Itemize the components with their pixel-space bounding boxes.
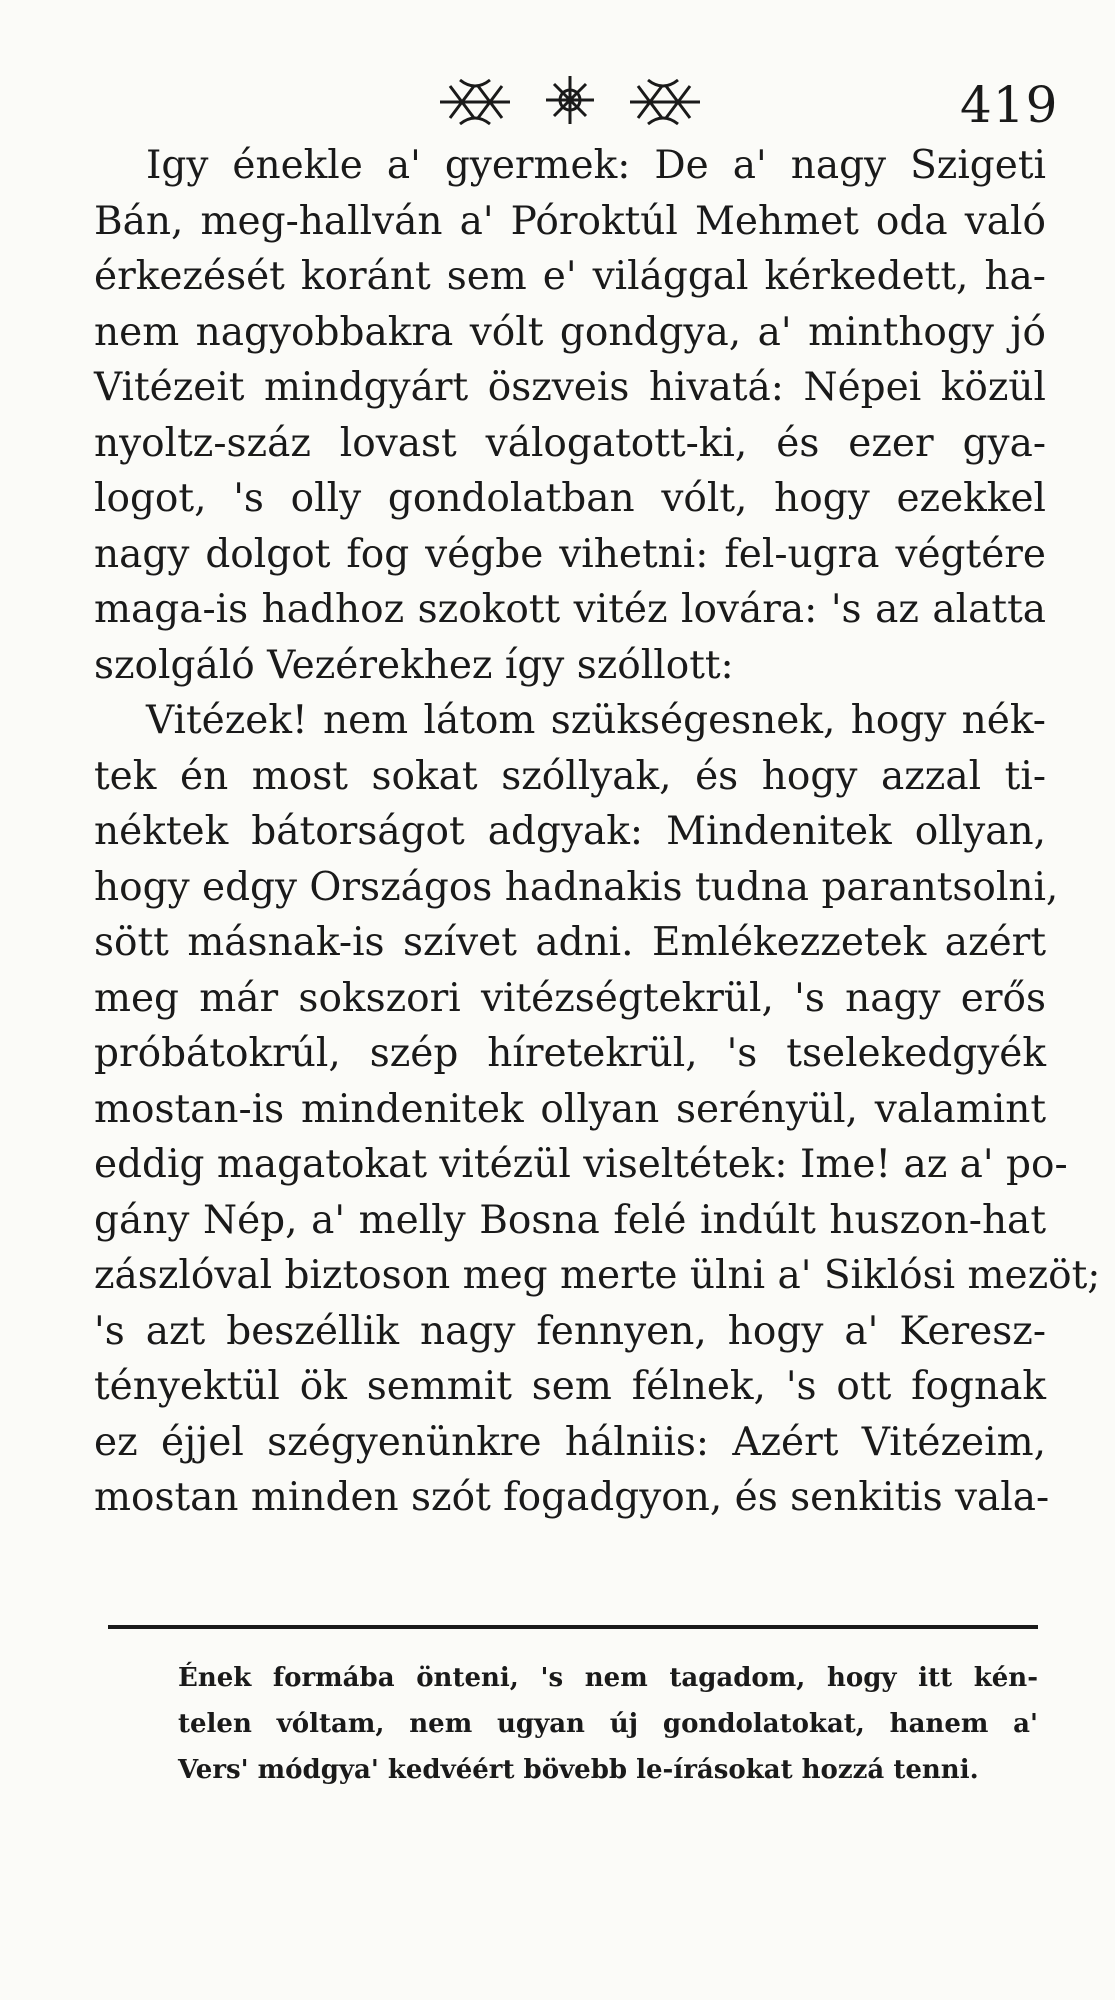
text-line: 's azt beszéllik nagy fennyen, hogy a' Keresz-	[94, 1308, 1046, 1354]
page-header	[0, 72, 1115, 132]
footnote-line: Vers' módgya' kedvéért bövebb le-írásokat hozzá tenni.	[178, 1755, 979, 1785]
text-line: érkezését koránt sem e' világgal kérkedett, ha-	[94, 254, 1046, 299]
text-line: néktek bátorságot adgyak: Mindenitek ollyan,	[94, 809, 1046, 854]
text-line: nem nagyobbakra vólt gondgya, a' minthogy jó	[94, 309, 1046, 355]
main-text	[94, 138, 1101, 1526]
text-line: próbátokrúl, szép híretekrül, 's tselekedgyék	[94, 1031, 1046, 1076]
text-line: Vitézek! nem látom szükségesnek, hogy nék-	[146, 698, 1046, 743]
page-number: 419	[960, 76, 1059, 134]
footnote-divider	[108, 1625, 1038, 1629]
text-line: eddig magatokat vitézül viseltétek: Ime! az a' po-	[94, 1142, 1068, 1187]
footnote-line: Ének formába önteni, 's nem tagadom, hogy itt kén-	[178, 1663, 1038, 1693]
text-line: gány Nép, a' melly Bosna felé indúlt huszon-hat	[94, 1197, 1046, 1243]
text-line: szolgáló Vezérekhez így szóllott:	[94, 642, 734, 688]
text-line: sött másnak-is szívet adni. Emlékezzetek azért	[94, 920, 1046, 965]
text-line: maga-is hadhoz szokott vitéz lovára: 's az alatta	[94, 587, 1046, 632]
text-line: zászlóval biztoson meg merte ülni a' Siklósi mezöt;	[94, 1253, 1101, 1298]
text-line: meg már sokszori vitézségtekrül, 's nagy erős	[94, 975, 1046, 1021]
footnote	[178, 1655, 1038, 1793]
text-line: ez éjjel szégyenünkre hálniis: Azért Vitézeim,	[94, 1419, 1046, 1465]
text-line: logot, 's olly gondolatban vólt, hogy ezekkel	[94, 476, 1046, 521]
text-line: tek én most sokat szóllyak, és hogy azzal ti-	[94, 753, 1046, 799]
text-line: Igy énekle a' gyermek: De a' nagy Szigeti	[146, 143, 1046, 188]
text-line: nyoltz-száz lovast válogatott-ki, és ezer gya-	[94, 420, 1046, 466]
text-line: mostan-is mindenitek ollyan serényül, valamint	[94, 1086, 1046, 1132]
text-line: mostan minden szót fogadgyon, és senkitis vala-	[94, 1475, 1050, 1520]
footnote-line: telen vóltam, nem ugyan új gondolatokat, hanem a'	[178, 1709, 1038, 1739]
text-line: Vitézeit mindgyárt öszveis hivatá: Népei közül	[94, 365, 1046, 410]
text-line: Bán, meg-hallván a' Póroktúl Mehmet oda való	[94, 198, 1046, 244]
text-line: nagy dolgot fog végbe vihetni: fel-ugra végtére	[94, 531, 1046, 577]
text-line: hogy edgy Országos hadnakis tudna parantsolni,	[94, 864, 1059, 910]
decorative-ornament-icon	[430, 72, 710, 128]
text-line: tényektül ök semmit sem félnek, 's ott fognak	[94, 1364, 1046, 1409]
